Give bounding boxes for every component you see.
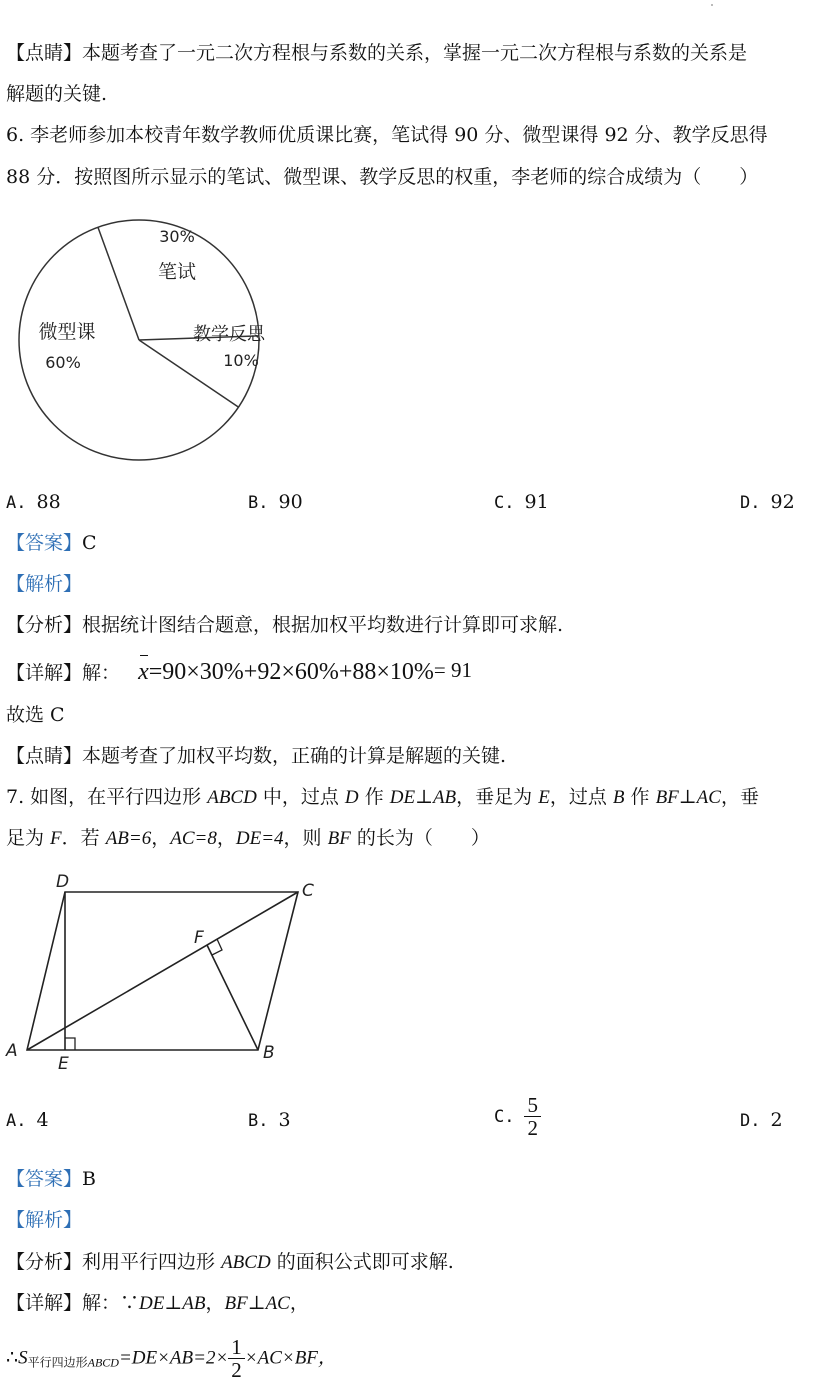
diagonal-ac [27,892,298,1050]
q6-detail: 【详解】解： x=90×30%+92×60%+88×10%= 91 [6,658,473,685]
q7-option-c[interactable]: C. $\frac{5}{2}$ [494,1094,541,1139]
label-c: C [302,881,314,901]
label-d: D [56,872,70,892]
label-e: E [58,1054,69,1074]
answer-tag: 【答案】 [6,1168,83,1190]
parallelogram-figure [0,866,330,1076]
q7-option-b[interactable]: B. 3 [248,1109,291,1131]
q5-dianjing-line2: 解题的关键. [6,83,108,105]
label-a: A [6,1041,18,1061]
q6-analysis-tag: 【解析】 [6,573,83,595]
pie-label-0: 笔试 [157,261,197,283]
q6-stem-line1: 6. 李老师参加本校青年数学教师优质课比赛，笔试得 90 分、微型课得 92 分、教学反思得 [6,124,768,146]
q6-option-b[interactable]: B. 90 [248,491,303,513]
scan-mark [711,4,713,6]
q7-stem-line1: 7. 如图，在平行四边形 ABCD 中，过点 D 作 DE⊥AB，垂足为 E，过点 B 作 BF⊥AC，垂 [6,786,759,808]
pie-chart [10,212,270,472]
segment-bf [207,945,258,1050]
pie-slice-border-2 [98,227,139,340]
q7-option-d[interactable]: D. 2 [740,1109,783,1131]
q6-choose: 故选 C [6,704,65,726]
pie-label-1: 教学反思 [193,324,265,345]
q5-dianjing-line1: 【点睛】本题考查了一元二次方程根与系数的关系，掌握一元二次方程根与系数的关系是 [6,42,748,64]
label-f: F [194,928,204,948]
pie-percent-0: 30% [159,227,195,246]
dianjing-tag: 【点睛】 [6,42,83,64]
q7-analysis-tag: 【解析】 [6,1209,83,1231]
q6-stem-line2: 88 分．按照图所示显示的笔试、微型课、教学反思的权重，李老师的综合成绩为（ ） [6,166,759,188]
q6-option-c[interactable]: C. 91 [494,491,549,513]
pie-label-2: 微型课 [38,321,96,343]
right-angle-e [65,1038,75,1050]
q7-answer: 【答案】B [6,1168,96,1190]
q6-option-d[interactable]: D. 92 [740,491,795,513]
q6-dianjing: 【点睛】本题考查了加权平均数，正确的计算是解题的关键. [6,745,507,767]
pie-percent-1: 10% [223,351,259,370]
q7-fenxi: 【分析】利用平行四边形 ABCD 的面积公式即可求解. [6,1251,454,1273]
label-b: B [263,1043,275,1063]
pie-percent-2: 60% [45,353,81,372]
q7-area-formula: $\therefore S_{平行四边形ABCD}=DE\times AB=2\times$ $\frac{1}{2}$ ×AC×BF， [6,1335,337,1382]
q7-stem-line2: 足为 F．若 AB=6，AC=8，DE=4，则 BF 的长为（ ） [6,827,490,849]
q6-fenxi: 【分析】根据统计图结合题意，根据加权平均数进行计算即可求解. [6,614,564,636]
q7-detail: 【详解】解：∵DE⊥AB，BF⊥AC， [6,1292,309,1314]
q7-option-a[interactable]: A. 4 [6,1109,49,1131]
q6-option-a[interactable]: A. 88 [6,491,61,513]
answer-tag: 【答案】 [6,532,83,554]
fraction-five-halves: $\frac{5}{2}$ [524,1094,541,1139]
fraction-one-half: $\frac{1}{2}$ [228,1336,245,1381]
q6-answer: 【答案】C [6,532,97,554]
weighted-average-formula: x=90×30%+92×60%+88×10%= 91 [138,658,473,685]
